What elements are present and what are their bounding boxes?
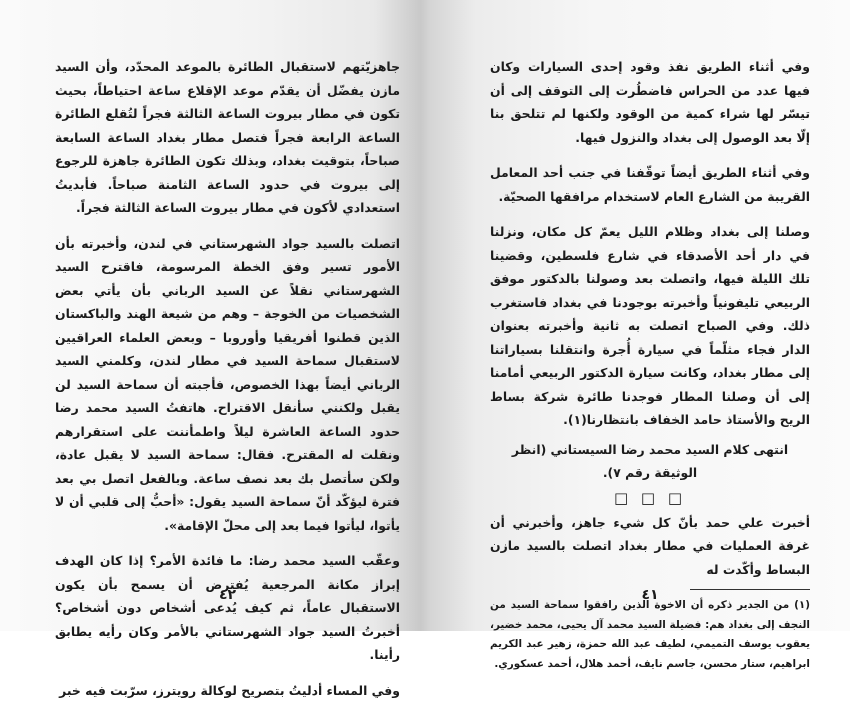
left-paragraph-4: وفي المساء أدليتُ بتصريح لوكالة رويترز، سرّبت فيه خبر bbox=[55, 679, 400, 702]
right-paragraph-1: وفي أثناء الطريق نفذ وقود إحدى السيارات وكان فيها عدد من الحراس فاضطُرت إلى التوقف إلى أن تيسّر لها شراء كمية من الوقود ولكنها لم تتلحق بنا إلّا بعد الوصول إلى بغداد والنزول فيها. bbox=[490, 55, 810, 149]
left-page-number: ٤٢ bbox=[55, 587, 400, 603]
footnote: (١) من الجدير ذكره أن الاخوة الذين رافقوا سماحة السيد من النجف إلى بغداد هم: فضيلة السيد محمد آل يحيى، محمد خضير، يعقوب يوسف التميمي، لطيف عبد الله حمزة، زهير عبد الكريم ابراهيم، ستار محسن، جاسم نايف، أحمد هلال، أحمد عسكوري. bbox=[490, 596, 810, 674]
left-paragraph-1: جاهزيّتهم لاستقبال الطائرة بالموعد المحدّد، وأن السيد مازن يفضّل أن يقدّم موعد الإقلاع ساعة احتياطاً، بحيث تكون في مطار بيروت الساعة الثالثة فجراً لتُقلع الطائرة الساعة الرابعة فجراً فتصل مطار بغداد الساعة السابعة صباحاً، بتوقيت بغداد، وبذلك تكون الطائرة جاهزة للرجوع إلى بيروت في حدود الساعة الثامنة صباحاً. فأبديتُ استعدادي لأكون في مطار بيروت الساعة الثالثة فجراً. bbox=[55, 55, 400, 220]
quote-end-note: انتهى كلام السيد محمد رضا السيستاني (انظر الوثيقة رقم ٧). bbox=[490, 438, 810, 485]
right-paragraph-4: أخبرت علي حمد بأنّ كل شيء جاهز، وأخبرني أن غرفة العمليات في مطار بغداد اتصلت بالسيد مازن البساط وأكّدت له bbox=[490, 511, 810, 582]
right-page bbox=[490, 0, 810, 631]
left-page bbox=[55, 0, 400, 631]
left-paragraph-2: اتصلت بالسيد جواد الشهرستاني في لندن، وأخبرته بأن الأمور تسير وفق الخطة المرسومة، فاقترح السيد الشهرستاني نقلاً عن السيد الرباني بأن يأتي بعض الشخصيات من الخوجة – وهم من شيعة الهند والباكستان الذين قطنوا أفريقيا وأوروبا – وبعض العلماء العراقيين لاستقبال سماحة السيد في مطار لندن، وكلمني السيد الرباني أيضاً بهذا الخصوص، فأجبته أن سماحة السيد لن يقبل ولكنني سأنقل الاقتراح. هاتفتُ السيد محمد رضا حدود الساعة العاشرة ليلاً واطمأننت على استقرارهم ونقلت له المقترح. فقال: سماحة السيد لا يقبل عادة، ولكن سأتصل بك بعد نصف ساعة. وبالفعل اتصل بي بعد فترة ليؤكّد أنّ سماحة السيد يقول: «أحبُّ إلى قلبي أن لا يأتوا، ليأتوا فيما بعد إلى محلّ الإقامة». bbox=[55, 232, 400, 538]
right-paragraph-2: وفي أثناء الطريق أيضاً توقّفنا في جنب أحد المعامل القريبة من الشارع العام لاستخدام مرافقها الصحيّة. bbox=[490, 161, 810, 208]
right-paragraph-3: وصلنا إلى بغداد وظلام الليل يعمّ كل مكان، ونزلنا في دار أحد الأصدقاء في شارع فلسطين، وقضينا تلك الليلة فيها، واتصلت بعد وصولنا بالدكتور موفق الربيعي تليفونياً وأخبرته بوجودنا في بغداد فاستغرب ذلك. وفي الصباح اتصلت به ثانية وأخبرته بعنوان الدار فجاء مثلّماً في سيارة أُجرة وانتقلنا بسياراتنا إلى مطار بغداد، وكانت سيارة الدكتور الربيعي أمامنا إلى أن وصلنا المطار فوجدنا طائرة شركة بساط الريح والأستاذ حامد الخفاف بانتظارنا(١). bbox=[490, 220, 810, 432]
left-paragraph-3: وعقّب السيد محمد رضا: ما فائدة الأمر؟ إذا كان الهدف إبراز مكانة المرجعية يُفترض أن يسمح بأن يكون الاستقبال عاماً، ثم كيف يُدعى أشخاص دون أشخاص؟ أخبرتُ السيد جواد الشهرستاني بالأمر وكان رأيه يطابق رأينا. bbox=[55, 549, 400, 667]
section-separator: □ □ □ bbox=[490, 485, 810, 511]
right-page-number: ٤١ bbox=[490, 587, 810, 603]
